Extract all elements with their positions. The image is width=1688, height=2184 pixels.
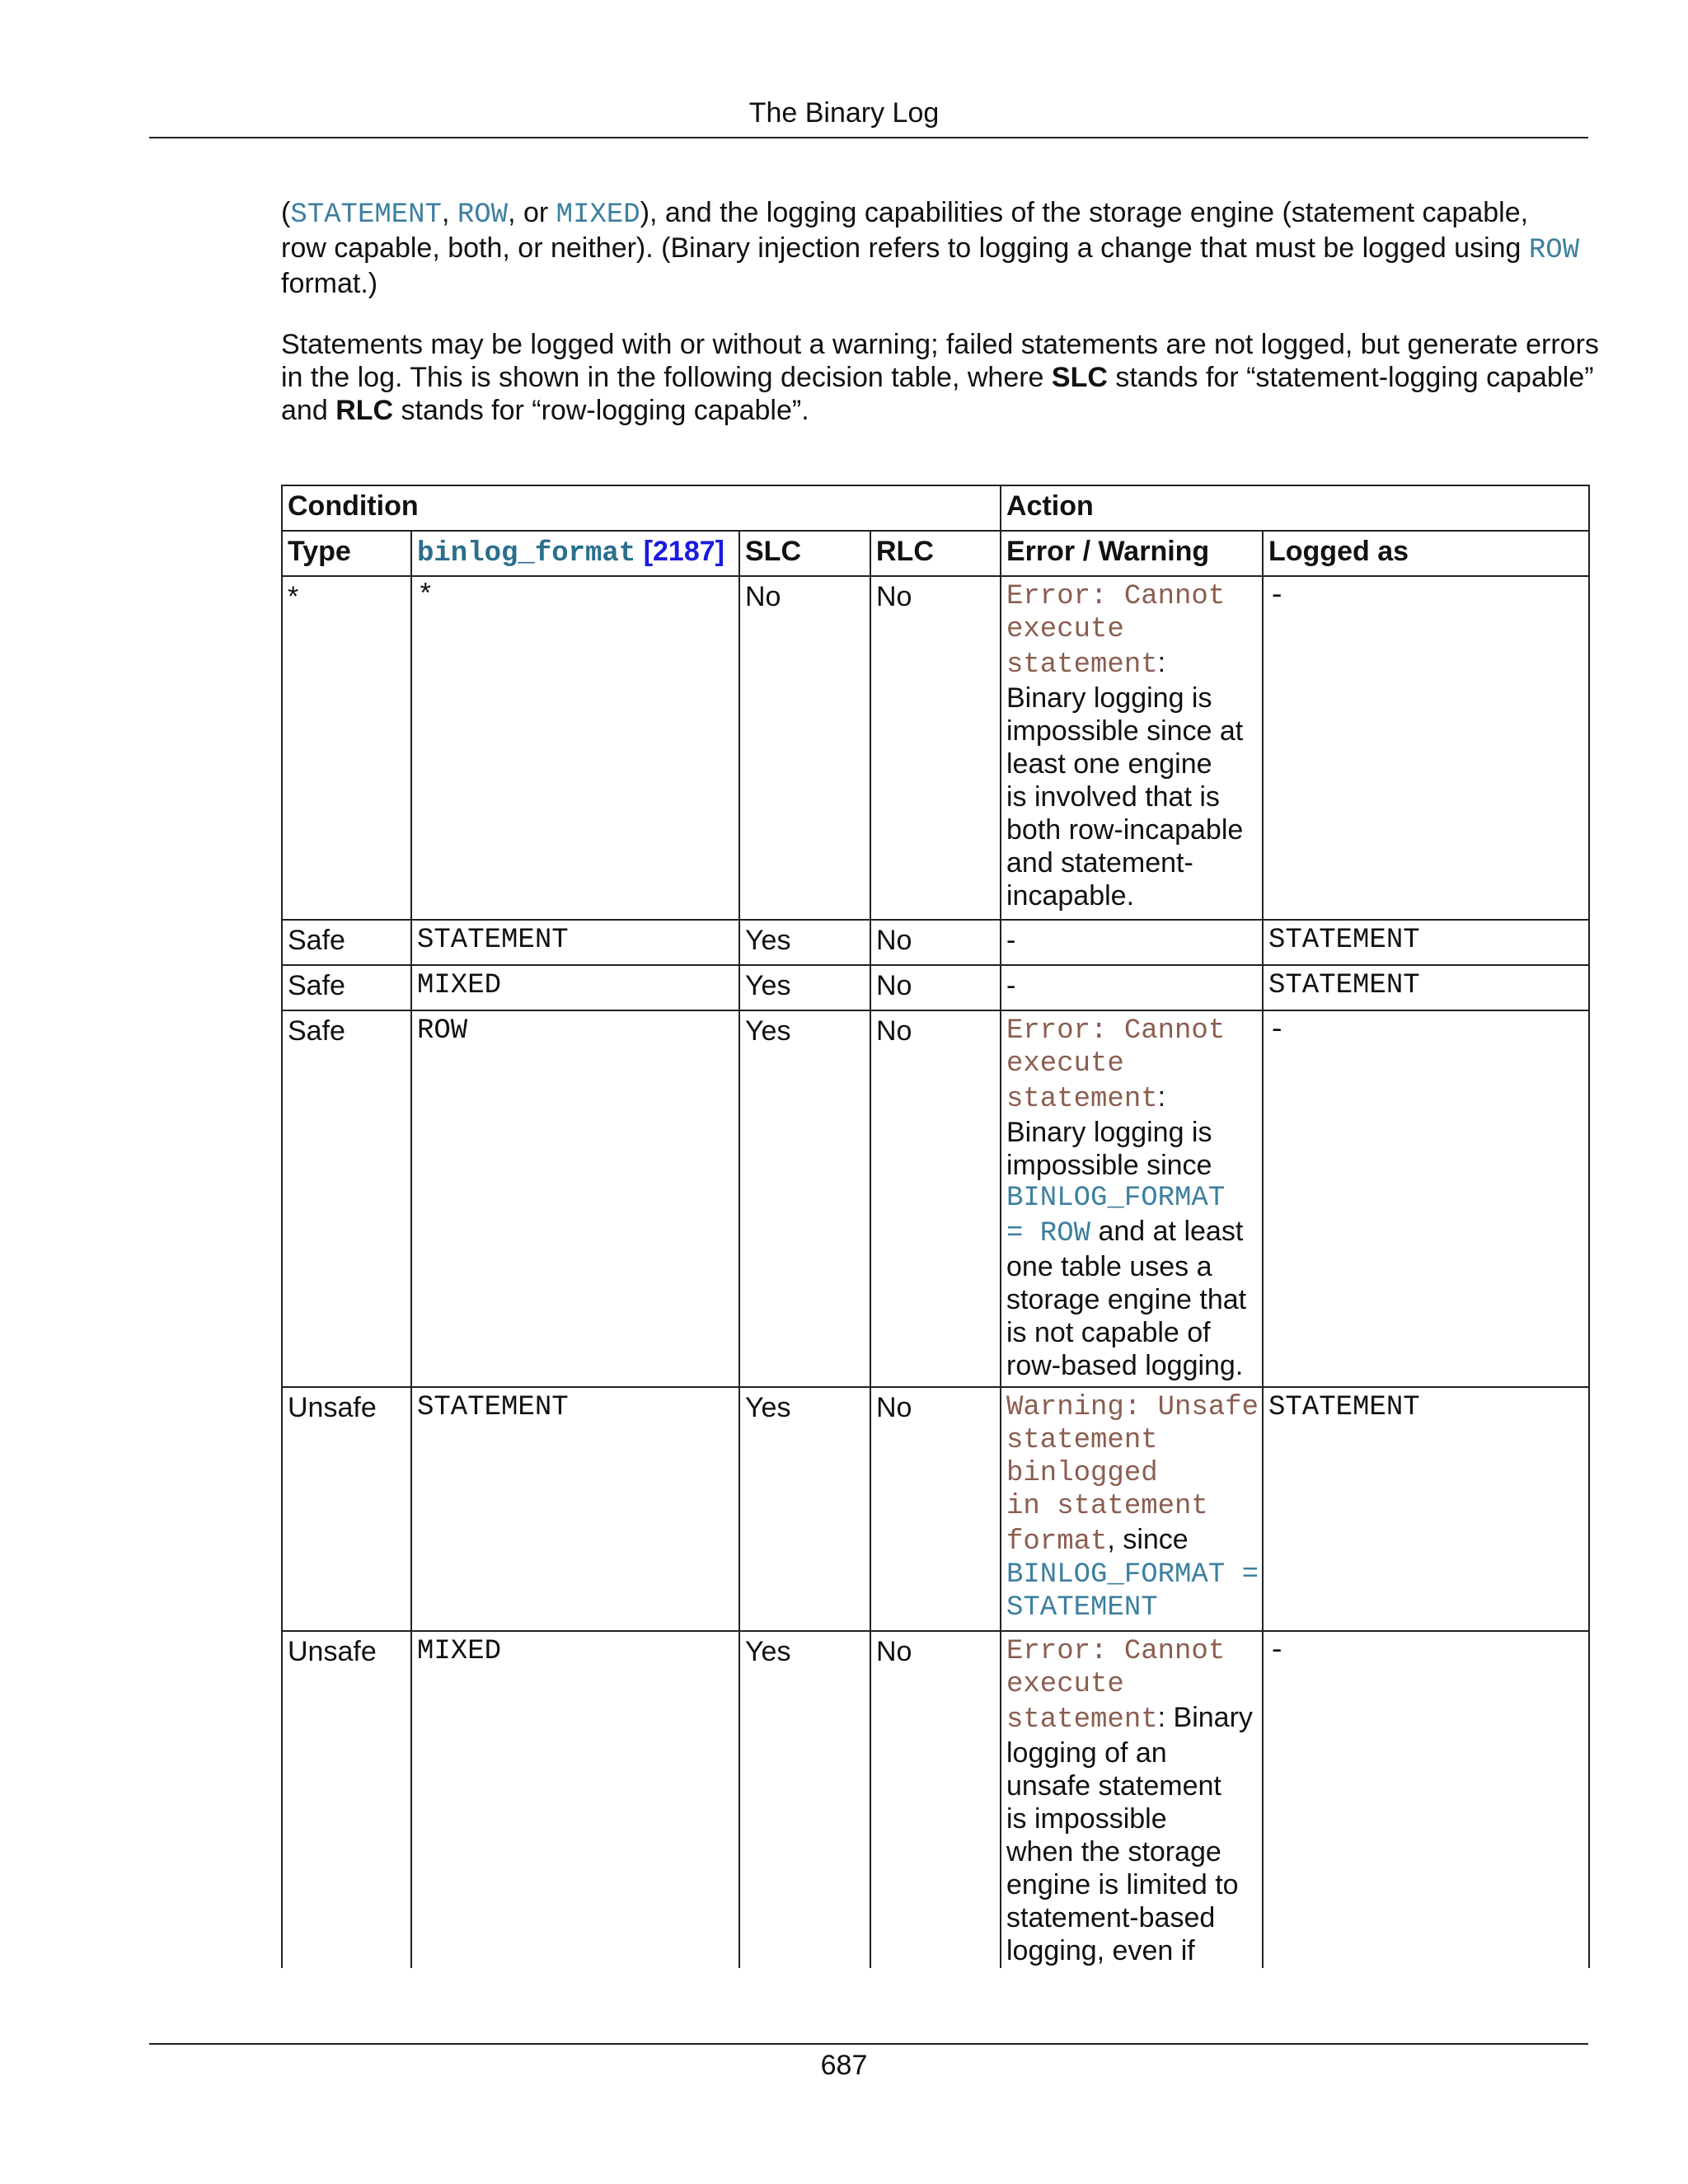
text: format.): [281, 268, 378, 299]
group-header-action: Action: [1006, 490, 1094, 522]
text: stands for “statement-logging capable”: [1107, 362, 1594, 393]
cell-type: Safe: [288, 970, 345, 1001]
cell-format: ROW: [417, 1015, 468, 1047]
text: and statement-: [1006, 847, 1193, 879]
error-message-line: Error: Cannot: [1006, 1015, 1226, 1047]
text: (: [281, 197, 291, 228]
text: logging of an: [1006, 1737, 1167, 1769]
code-row: ROW: [1528, 235, 1580, 266]
text: and at least: [1090, 1216, 1244, 1247]
page-header-title: The Binary Log: [748, 97, 940, 129]
text: stands for “row-logging capable”.: [393, 395, 809, 426]
error-message-line: Error: Cannot: [1006, 581, 1226, 612]
code-binlog-format: BINLOG_FORMAT: [1006, 1183, 1226, 1214]
text: , since: [1107, 1524, 1189, 1555]
text: ), and the logging capabilities of the storage engine (statement capable,: [640, 197, 1529, 228]
cell-slc: Yes: [745, 1636, 791, 1667]
cell-error-warning: [1006, 580, 1243, 912]
cell-slc: Yes: [745, 1392, 791, 1423]
text: engine is limited to: [1006, 1869, 1239, 1900]
cell-rlc: No: [876, 1392, 912, 1423]
cell-type: Unsafe: [288, 1636, 377, 1667]
text: impossible since: [1006, 1150, 1212, 1181]
warning-message-line: Warning: Unsafe: [1006, 1392, 1259, 1423]
error-message-line: statement: [1006, 649, 1158, 681]
table-border: [281, 530, 1588, 532]
intro-paragraph-2: [281, 328, 1599, 427]
cell-rlc: No: [876, 925, 912, 956]
column-header-slc: SLC: [745, 536, 801, 567]
text: when the storage: [1006, 1836, 1221, 1868]
text: Statements may be logged with or without a warning; failed statements are not logged, but generate errors: [281, 329, 1599, 360]
text: logging, even if: [1006, 1935, 1195, 1966]
table-border: [281, 1010, 1588, 1011]
table-border: [281, 575, 1588, 577]
cell-logged-as: STATEMENT: [1268, 925, 1420, 956]
cell-slc: Yes: [745, 970, 791, 1001]
cell-format: *: [417, 581, 434, 612]
code-statement: STATEMENT: [290, 199, 442, 231]
text: least one engine: [1006, 748, 1212, 780]
table-border: [281, 919, 1588, 921]
table-border: [281, 1630, 1588, 1632]
cell-rlc: No: [876, 1015, 912, 1047]
error-message-line: Error: Cannot: [1006, 1636, 1226, 1667]
column-header-error-warning: Error / Warning: [1006, 536, 1210, 567]
code-statement: STATEMENT: [1006, 1592, 1158, 1624]
cell-slc: Yes: [745, 925, 791, 956]
cell-logged-as: -: [1268, 1636, 1286, 1667]
code-row: ROW: [457, 199, 509, 231]
text: :: [1157, 647, 1166, 678]
binlog-format-link[interactable]: binlog_format: [417, 538, 636, 569]
cell-slc: Yes: [745, 1015, 791, 1047]
text: is not capable of: [1006, 1317, 1211, 1348]
table-border: [870, 530, 871, 1968]
text: is involved that is: [1006, 781, 1220, 813]
cell-rlc: No: [876, 581, 912, 612]
cell-error-warning: [1006, 1635, 1253, 1967]
error-message-line: execute: [1006, 1669, 1124, 1700]
cell-logged-as: -: [1268, 581, 1286, 612]
column-header-logged-as: Logged as: [1268, 536, 1409, 567]
term-slc: SLC: [1051, 362, 1108, 393]
warning-message-line: in statement: [1006, 1491, 1208, 1522]
cell-format: STATEMENT: [417, 925, 569, 956]
warning-message-line: format: [1006, 1526, 1108, 1558]
table-border: [281, 964, 1588, 966]
intro-paragraph-1: [281, 196, 1583, 300]
code-row: = ROW: [1006, 1218, 1091, 1249]
column-header-binlog-format: [417, 535, 724, 570]
cell-type: Unsafe: [288, 1392, 377, 1423]
text: both row-incapable: [1006, 814, 1244, 846]
text: in the log. This is shown in the following decision table, where: [281, 362, 1052, 393]
cell-format: MIXED: [417, 970, 502, 1001]
table-border: [281, 485, 1588, 486]
text: one table uses a: [1006, 1251, 1212, 1282]
cell-format: MIXED: [417, 1636, 502, 1667]
cell-format: STATEMENT: [417, 1392, 569, 1423]
term-rlc: RLC: [335, 395, 394, 426]
warning-message-line: binlogged: [1006, 1458, 1158, 1489]
cell-error-warning: [1006, 1391, 1259, 1624]
cell-rlc: No: [876, 970, 912, 1001]
cell-error-warning: [1006, 1015, 1246, 1382]
text: Binary logging is: [1006, 682, 1212, 714]
text: impossible since at: [1006, 715, 1244, 747]
text: , or: [508, 197, 556, 228]
cell-error-warning: -: [1006, 925, 1016, 956]
cell-logged-as: -: [1268, 1015, 1286, 1047]
text: : Binary: [1157, 1702, 1253, 1733]
cell-logged-as: STATEMENT: [1268, 970, 1420, 1001]
text: and: [281, 395, 336, 426]
cell-type: Safe: [288, 925, 345, 956]
text: storage engine that: [1006, 1284, 1247, 1315]
cell-rlc: No: [876, 1636, 912, 1667]
text: Binary logging is: [1006, 1117, 1212, 1148]
table-border: [410, 530, 412, 1968]
text: :: [1157, 1081, 1166, 1113]
cell-logged-as: STATEMENT: [1268, 1392, 1420, 1423]
text: is impossible: [1006, 1803, 1167, 1835]
page-number: 687: [820, 2050, 868, 2081]
table-border: [738, 530, 740, 1968]
header-rule: [149, 137, 1588, 138]
table-border: [1000, 485, 1001, 1968]
cell-slc: No: [745, 581, 781, 612]
table-border: [281, 485, 283, 1968]
text: statement-based: [1006, 1902, 1216, 1933]
error-message-line: execute: [1006, 614, 1124, 645]
text: ,: [441, 197, 457, 228]
error-message-line: execute: [1006, 1048, 1124, 1080]
table-border: [1262, 530, 1264, 1968]
column-header-rlc: RLC: [876, 536, 934, 567]
text: unsafe statement: [1006, 1770, 1221, 1802]
text: row-based logging.: [1006, 1350, 1244, 1381]
code-mixed: MIXED: [556, 199, 640, 231]
binlog-format-ref-link[interactable]: [2187]: [643, 536, 724, 567]
table-border: [1588, 485, 1590, 1968]
text: incapable.: [1006, 880, 1135, 912]
column-header-type: Type: [288, 536, 351, 567]
cell-type: Safe: [288, 1015, 345, 1047]
cell-error-warning: -: [1006, 970, 1016, 1001]
table-border: [281, 1386, 1588, 1388]
footer-rule: [149, 2043, 1588, 2045]
warning-message-line: statement: [1006, 1425, 1158, 1456]
cell-type: *: [288, 581, 299, 612]
error-message-line: statement: [1006, 1084, 1158, 1115]
text: row capable, both, or neither). (Binary injection refers to logging a change that must be logged using: [281, 232, 1529, 264]
code-binlog-format: BINLOG_FORMAT =: [1006, 1559, 1259, 1591]
error-message-line: statement: [1006, 1704, 1158, 1736]
group-header-condition: Condition: [288, 490, 419, 522]
